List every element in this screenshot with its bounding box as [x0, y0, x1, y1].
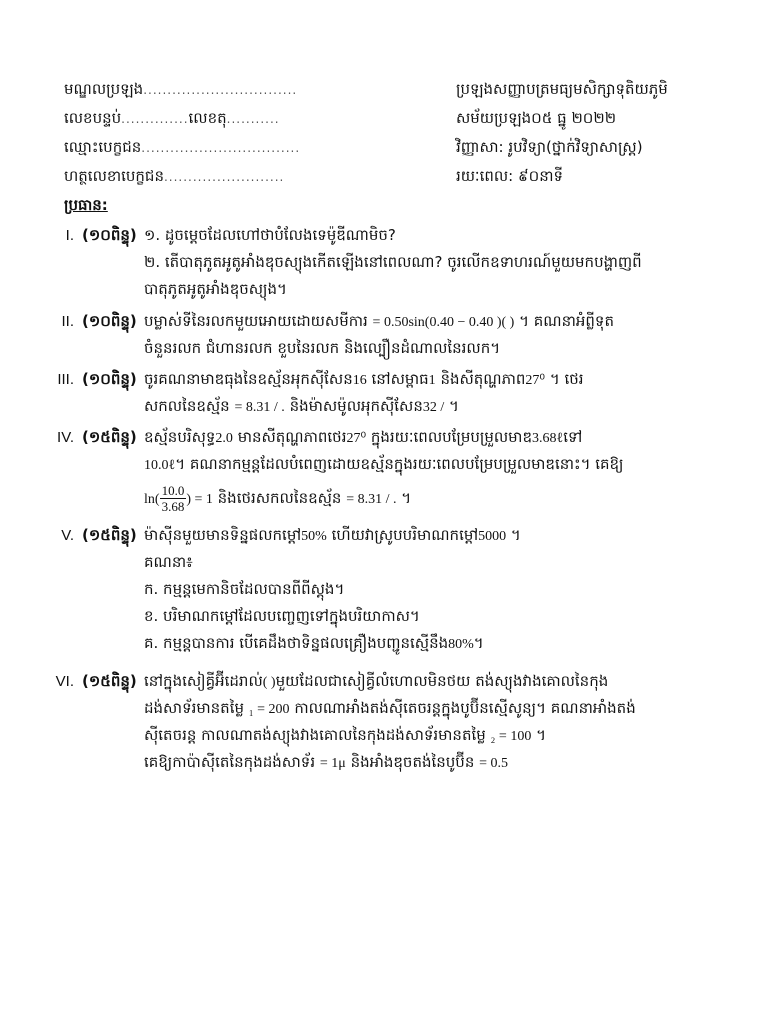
question-number: V. [61, 527, 74, 544]
topic-heading: ប្រធាន: [64, 196, 108, 214]
question-number: VI. [55, 673, 74, 690]
header-row-4 [64, 167, 704, 191]
question-line: គណនា៖ [144, 553, 193, 571]
question-line: ចូរគណនាមាឌធុងនៃឧស្ម័នអុកស៊ីសែន16 នៅសម្ពាធ1 និងសីតុណ្ហភាព27⁰ ។ ថេរ [144, 370, 584, 388]
question-line: ១. ដូចម្តេចដែលហៅថាបំលែងទេម៉ូឌីណាមិច? [144, 226, 396, 244]
question-line: ឧស្ម័នបរិសុទ្ធ2.0 មានសីតុណ្ហភាពថេរ27⁰ ក្នុងរយៈពេលបម្រែបម្រួលមាឌ3.68ℓទៅ [144, 428, 583, 446]
header-row-1 [64, 80, 704, 104]
question-number: II. [61, 313, 74, 330]
question-line: គ. កម្មន្តបានការ បើគេដឹងថាទិន្នផលគ្រឿងបញ្ជូនស្មើនឹង80%។ [144, 634, 484, 652]
question-points: (១០ពិន្ទុ) [82, 226, 137, 244]
question-line: ln( $\frac{10.0}{3.68}$ ) = 1 និងថេរសកលនៃឧស្ម័ន = 8.31 / . ។ [144, 483, 412, 514]
question-points: (១៥ពិន្ទុ) [82, 672, 137, 690]
exam-session: សម័យប្រឡង០៥ ធ្នូ ២០២២ [456, 109, 617, 127]
question-line: ម៉ាស៊ីនមួយមានទិន្នផលកម្ដៅ50% ហើយវាស្រូបបរិមាណកម្ដៅ5000 ។ [144, 526, 521, 544]
exam-subject: វិញ្ញាសា: រូបវិទ្យា(ថ្នាក់វិទ្យាសាស្ត្រ) [456, 138, 643, 156]
header-row-2 [64, 109, 704, 133]
question-line: សកលនៃឧស្ម័ន = 8.31 / . និងម៉ាសម៉ូលអុកស៊ីសែន32 / ។ [144, 397, 459, 415]
room-table-field: លេខបន្ទប់..............លេខតុ........... [64, 109, 280, 127]
question-line: នៅក្នុងសៀគ្វីអ៊ីដេរាល់( )មួយដែលជាសៀគ្វីលំហោលមិនថយ តង់ស្យុងវាងគោលនៃកុង [144, 672, 609, 690]
question-line: ចំនួនរលក ជំហានរលក ខួបនៃរលក និងល្បឿនដំណាលនៃរលក។ [144, 339, 501, 357]
candidate-name-field: ឈ្មោះបេក្ខជន................................. [64, 138, 301, 156]
wave-equation: = 0.50sin(0.40 − 0.40 )( ) [372, 315, 515, 330]
question-line: 10.0ℓ។ គណនាកម្មន្តដែលបំពេញដោយឧស្ម័នក្នុងរយៈពេលបម្រែបម្រួលមាឌនោះ។ គេឱ្យ [144, 455, 624, 473]
question-line: បម្លាស់ទីនៃរលកមួយអោយដោយសមីការ = 0.50sin(0.40 − 0.40 )( ) ។ គណនាអំព្លីទុត [144, 312, 614, 330]
question-line: ក. កម្មន្តមេកានិចដែលបានពីពីស្តុង។ [144, 580, 345, 598]
question-points: (១០ពិន្ទុ) [82, 370, 137, 388]
question-line: ស៊ីតេចរន្ត កាលណាតង់ស្យុងវាងគោលនៃកុងដង់សាទ័រមានតម្លៃ ₂ = 100 ។ [144, 726, 546, 744]
question-line: ខ. បរិមាណកម្ដៅដែលបញ្ចេញទៅក្នុងបរិយាកាស។ [144, 607, 420, 625]
question-number: IV. [57, 429, 74, 446]
question-number: I. [65, 227, 74, 244]
candidate-signature-field: ហត្ថលេខាបេក្ខជន......................... [64, 167, 285, 185]
question-points: (១៥ពិន្ទុ) [82, 428, 137, 446]
question-points: (១០ពិន្ទុ) [82, 312, 137, 330]
header-row-3 [64, 138, 704, 162]
question-line: ដង់សាទ័រមានតម្លៃ ₁ = 200 កាលណាអាំងតង់ស៊ីតេចរន្តក្នុងបូប៊ីនស្មើសូន្យ។ គណនាអាំងតង់ [144, 699, 636, 717]
log-fraction: $\frac{10.0}{3.68}$ [161, 483, 185, 514]
question-line: បាតុភូតអូតូអាំងឌុចស្យុង។ [144, 280, 287, 298]
question-number: III. [57, 371, 74, 388]
exam-duration: រយៈពេល: ៩០នាទី [456, 167, 564, 185]
exam-title: ប្រឡងសញ្ញាបត្រមធ្យមសិក្សាទុតិយភូមិ [456, 80, 668, 98]
question-points: (១៥ពិន្ទុ) [82, 526, 137, 544]
question-line: ២. តើបាតុភូតអូតូអាំងឌុចស្យុងកើតឡើងនៅពេលណា? ចូរលើកឧទាហរណ៍មួយមកបង្ហាញពី [144, 253, 642, 271]
exam-center-field: មណ្ឌលប្រឡង................................ [64, 80, 298, 98]
question-line: គេឱ្យកាប៉ាស៊ីតេនៃកុងដង់សាទ័រ = 1μ និងអាំងឌុចតង់នៃបូប៊ីន = 0.5 [144, 753, 509, 771]
